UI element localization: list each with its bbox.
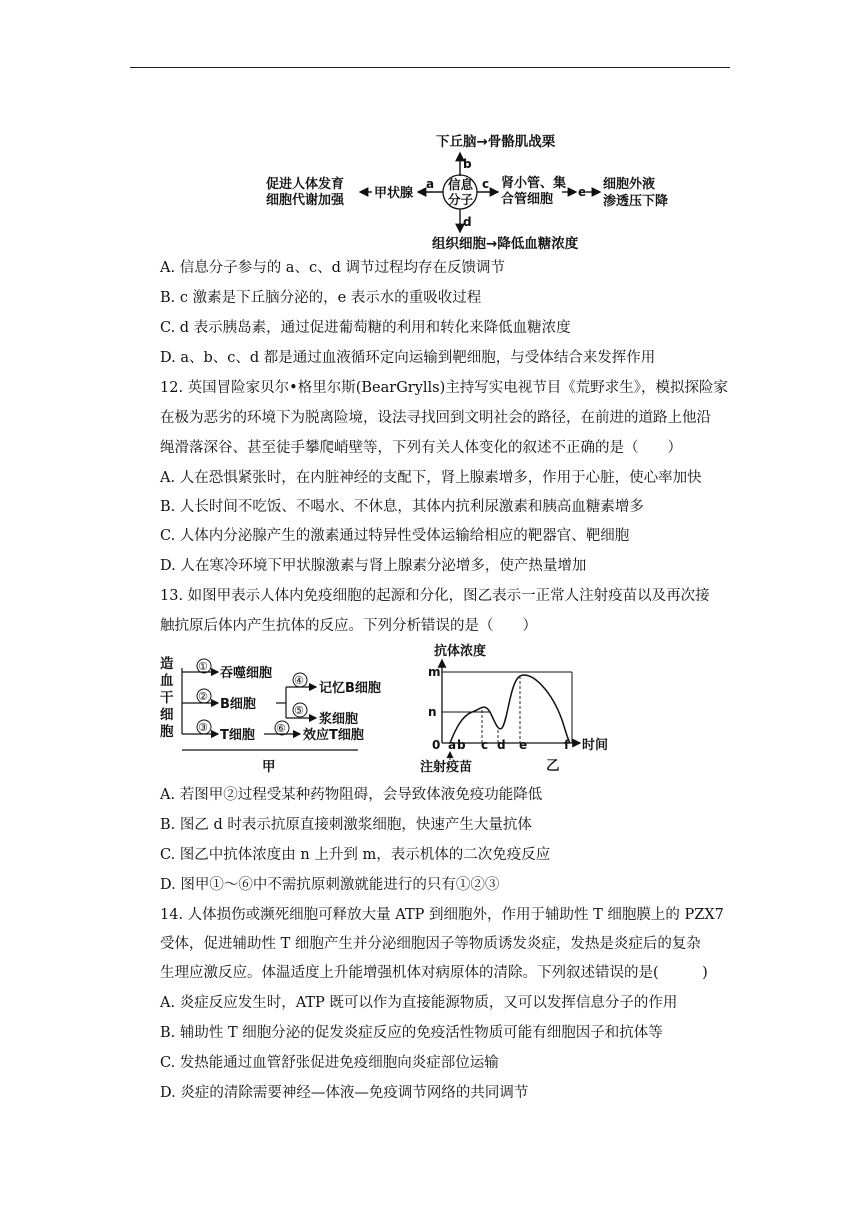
fig11-right-text-1: 细胞外液 bbox=[603, 177, 656, 192]
fig11-center-label-1: 信息 bbox=[448, 177, 474, 192]
header-rule bbox=[130, 67, 730, 68]
fig11-right-mid-1: 肾小管、集 bbox=[501, 176, 567, 191]
q11-option-b: B. c 激素是下丘脑分泌的，e 表示水的重吸收过程 bbox=[160, 290, 482, 306]
immune-cell-diagram-jia bbox=[158, 654, 403, 778]
q13-option-a: A. 若图甲②过程受某种药物阻碍，会导致体液免疫功能降低 bbox=[160, 787, 543, 803]
fig11-left-text-2: 细胞代谢加强 bbox=[266, 193, 345, 208]
yi-antibody-curve bbox=[450, 675, 570, 743]
fig11-letter-a: a bbox=[426, 177, 435, 191]
yi-xtick-b: b bbox=[457, 738, 466, 752]
fig11-right-mid-2: 合管细胞 bbox=[501, 192, 554, 207]
q12-stem-line-1: 12. 英国冒险家贝尔•格里尔斯(BearGrylls)主持写实电视节目《荒野求生》，模拟探险家 bbox=[160, 380, 729, 396]
jia-caption: 甲 bbox=[262, 759, 276, 775]
q12-option-c: C. 人体内分泌腺产生的激素通过特异性受体运输给相应的靶器官、靶细胞 bbox=[160, 528, 630, 544]
yi-xlabel: 时间 bbox=[582, 738, 609, 753]
fig11-letter-d: d bbox=[463, 215, 472, 229]
q12-stem-line-2: 在极为恶劣的环境下为脱离险境，设法寻找回到文明社会的路径，在前进的道路上他沿 bbox=[160, 410, 711, 426]
q14-stem-line-1: 14. 人体损伤或濒死细胞可释放大量 ATP 到细胞外，作用于辅助性 T 细胞膜上的 PZX7 bbox=[160, 907, 724, 923]
q14-stem-line-3: 生理应激反应。体温适度上升能增强机体对病原体的清除。下列叙述错误的是( ) bbox=[160, 965, 708, 981]
jia-n3: ③ bbox=[198, 721, 208, 734]
yi-xtick-d: d bbox=[497, 738, 506, 752]
q12-stem-line-3: 绳滑落深谷、甚至徒手攀爬峭壁等，下列有关人体变化的叙述不正确的是（ ） bbox=[160, 440, 682, 456]
jia-cell4: 记忆B细胞 bbox=[319, 681, 381, 696]
yi-ytick-m: m bbox=[428, 665, 441, 679]
fig11-letter-c: c bbox=[482, 177, 490, 191]
q14-option-a: A. 炎症反应发生时，ATP 既可以作为直接能源物质，又可以发挥信息分子的作用 bbox=[160, 995, 678, 1011]
antibody-chart-yi bbox=[412, 640, 617, 780]
q12-option-b: B. 人长时间不吃饭、不喝水、不休息，其体内抗利尿激素和胰高血糖素增多 bbox=[160, 499, 644, 515]
q11-option-a: A. 信息分子参与的 a、c、d 调节过程均存在反馈调节 bbox=[160, 260, 505, 276]
q12-option-d: D. 人在寒冷环境下甲状腺激素与肾上腺素分泌增多，使产热量增加 bbox=[160, 558, 587, 574]
fig11-letter-b: b bbox=[463, 157, 472, 171]
q14-option-d: D. 炎症的清除需要神经—体液—免疫调节网络的共同调节 bbox=[160, 1085, 529, 1101]
fig11-top-text: 下丘脑→骨骼肌战栗 bbox=[436, 134, 556, 150]
fig11-center-label-2: 分子 bbox=[448, 192, 474, 207]
yi-annotation: 注射疫苗 bbox=[420, 760, 473, 775]
yi-ytick-n: n bbox=[428, 705, 437, 719]
jia-source-char: 干 bbox=[160, 690, 174, 706]
jia-n2: ② bbox=[198, 690, 208, 703]
jia-cell2: B细胞 bbox=[220, 697, 256, 712]
jia-cell1: 吞噬细胞 bbox=[220, 666, 273, 681]
fig11-letter-e: e bbox=[578, 185, 587, 199]
q14-option-c: C. 发热能通过血管舒张促进免疫细胞向炎症部位运输 bbox=[160, 1055, 499, 1071]
yi-xtick-f: f bbox=[564, 738, 570, 752]
jia-cell6: 效应T细胞 bbox=[303, 728, 364, 743]
jia-cell5: 浆细胞 bbox=[319, 712, 359, 727]
yi-origin: 0 bbox=[432, 738, 441, 752]
yi-xtick-c: c bbox=[481, 738, 489, 752]
jia-cell3: T细胞 bbox=[220, 728, 255, 743]
jia-n4: ④ bbox=[294, 674, 304, 687]
fig11-right-text-2: 渗透压下降 bbox=[603, 194, 669, 209]
signal-molecule-diagram bbox=[260, 128, 680, 254]
fig11-bottom-text: 组织细胞→降低血糖浓度 bbox=[432, 236, 579, 252]
jia-source-vertical bbox=[160, 655, 174, 740]
q13-option-c: C. 图乙中抗体浓度由 n 上升到 m，表示机体的二次免疫反应 bbox=[160, 847, 551, 863]
q11-option-d: D. a、b、c、d 都是通过血液循环定向运输到靶细胞，与受体结合来发挥作用 bbox=[160, 350, 656, 366]
q13-stem-line-2: 触抗原后体内产生抗体的反应。下列分析错误的是（ ） bbox=[160, 618, 537, 634]
yi-xtick-a: a bbox=[448, 738, 457, 752]
jia-source-char: 胞 bbox=[160, 724, 174, 740]
fig11-left-text-1: 促进人体发育 bbox=[266, 177, 345, 192]
yi-xtick-e: e bbox=[519, 738, 528, 752]
q11-option-c: C. d 表示胰岛素，通过促进葡萄糖的利用和转化来降低血糖浓度 bbox=[160, 320, 571, 336]
jia-source-char: 造 bbox=[160, 656, 174, 672]
q14-stem-line-2: 受体，促进辅助性 T 细胞产生并分泌细胞因子等物质诱发炎症，发热是炎症后的复杂 bbox=[160, 936, 701, 952]
jia-n5: ⑤ bbox=[294, 704, 304, 717]
yi-ylabel: 抗体浓度 bbox=[434, 644, 487, 659]
fig11-left-mid: 甲状腺 bbox=[374, 186, 414, 201]
yi-plot-area bbox=[442, 660, 580, 760]
q12-option-a: A. 人在恐惧紧张时，在内脏神经的支配下，肾上腺素增多，作用于心脏，使心率加快 bbox=[160, 470, 702, 486]
q13-option-d: D. 图甲①～⑥中不需抗原刺激就能进行的只有①②③ bbox=[160, 877, 500, 893]
q13-option-b: B. 图乙 d 时表示抗原直接刺激浆细胞，快速产生大量抗体 bbox=[160, 817, 532, 833]
jia-source-char: 血 bbox=[160, 673, 174, 689]
jia-n6: ⑥ bbox=[276, 722, 286, 735]
q14-option-b: B. 辅助性 T 细胞分泌的促发炎症反应的免疫活性物质可能有细胞因子和抗体等 bbox=[160, 1025, 663, 1041]
jia-source-char: 细 bbox=[160, 707, 174, 723]
q13-stem-line-1: 13. 如图甲表示人体内免疫细胞的起源和分化，图乙表示一正常人注射疫苗以及再次接 bbox=[160, 588, 710, 604]
jia-n1: ① bbox=[198, 660, 208, 673]
yi-caption: 乙 bbox=[546, 758, 560, 774]
